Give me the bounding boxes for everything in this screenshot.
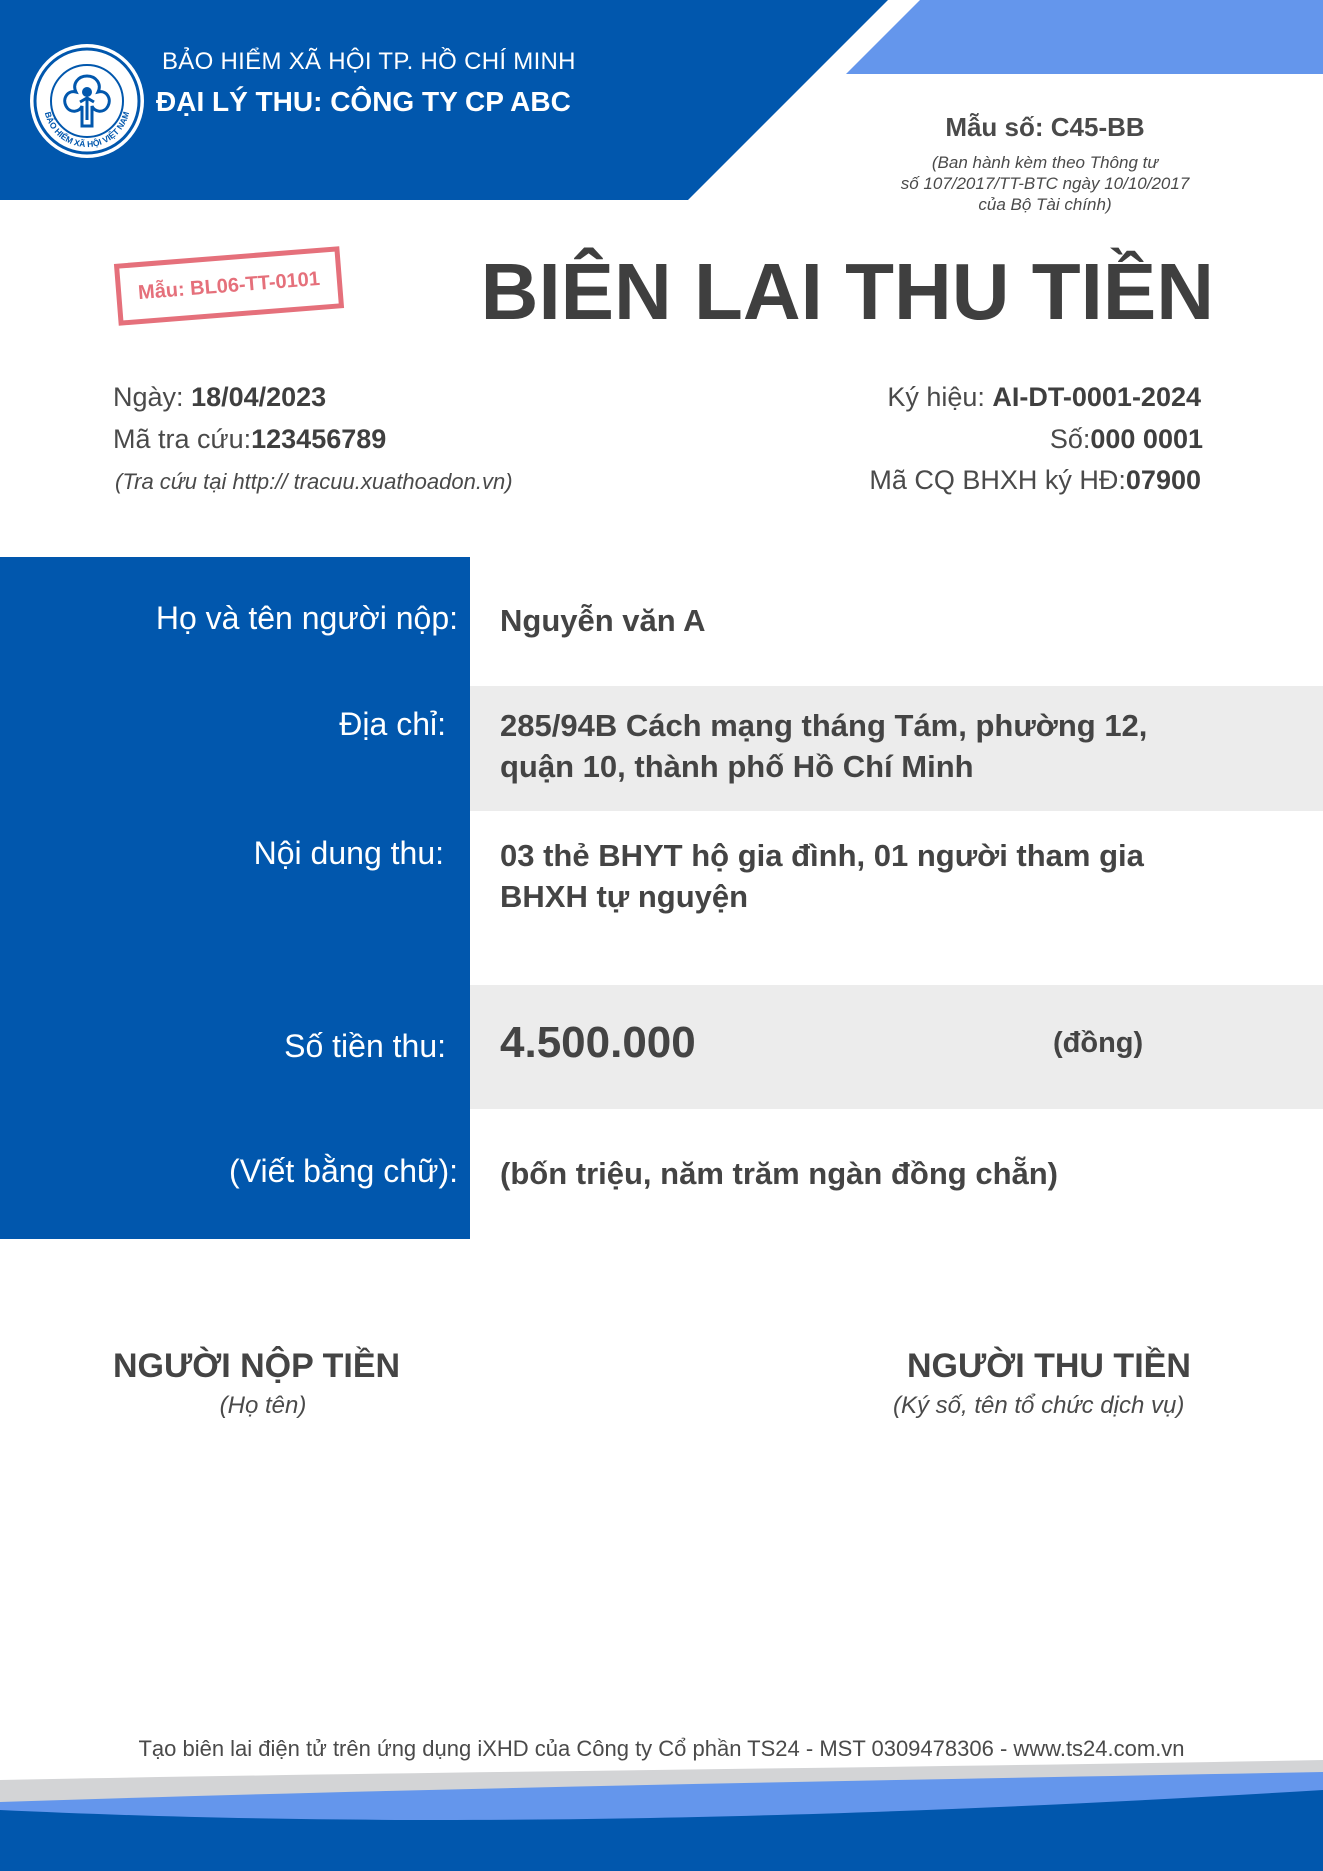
lookup-note: (Tra cứu tại http:// tracuu.xuathoadon.vn) (115, 469, 513, 494)
number-label: Số: (1049, 424, 1091, 454)
logo-text: BẢO HIỂM XÃ HỘI VIỆT NAM (42, 110, 132, 150)
header-accent-band (846, 0, 1323, 74)
footer-wave (0, 1750, 1323, 1871)
collector-signature-title: NGƯỜI THU TIỀN (907, 1347, 1191, 1385)
bhxh-logo-icon (28, 42, 146, 160)
agency-row (869, 465, 1201, 496)
payer-label: Họ và tên người nộp: (155, 600, 458, 636)
symbol-row (887, 382, 1201, 413)
payer-signature-title: NGƯỜI NỘP TIỀN (113, 1347, 401, 1385)
collector-signature-sub: (Ký số, tên tổ chức dịch vụ) (893, 1392, 1185, 1419)
lookup-value: 123456789 (251, 424, 387, 454)
footer-note: Tạo biên lai điện tử trên ứng dụng iXHD của Công ty Cổ phần TS24 - MST 0309478306 - www.ts24.com.vn (138, 1736, 1185, 1761)
date-value: 18/04/2023 (191, 382, 327, 412)
agency-value: 07900 (1125, 465, 1201, 495)
address-line: 285/94B Cách mạng tháng Tám, phường 12, (500, 708, 1148, 743)
address-value (500, 705, 1147, 787)
symbol-value: AI-DT-0001-2024 (992, 382, 1201, 412)
content-line: BHXH tự nguyện (500, 879, 749, 914)
address-line: quận 10, thành phố Hồ Chí Minh (500, 749, 974, 784)
content-value (500, 835, 1144, 917)
content-label: Nội dung thu: (253, 835, 444, 871)
form-note (870, 152, 1220, 215)
payer-value: Nguyễn văn A (500, 603, 706, 638)
date-row (113, 382, 326, 413)
address-label: Địa chỉ: (339, 706, 446, 742)
label-column (0, 557, 470, 1239)
lookup-row (113, 424, 386, 455)
number-row (1050, 424, 1203, 455)
amount-label: Số tiền thu: (284, 1028, 446, 1064)
lookup-label: Mã tra cứu: (113, 424, 252, 454)
agency-label: Mã CQ BHXH ký HĐ: (869, 465, 1126, 495)
page-title: BIÊN LAI THU TIỀN (480, 247, 1214, 336)
form-number: Mẫu số: C45-BB (945, 112, 1145, 142)
payer-signature-sub: (Họ tên) (219, 1392, 307, 1419)
org-name: BẢO HIỂM XÃ HỘI TP. HỒ CHÍ MINH (162, 48, 576, 75)
words-label: (Viết bằng chữ): (229, 1153, 458, 1189)
template-stamp: Mẫu: BL06-TT-0101 (114, 246, 344, 326)
form-note-line: (Ban hành kèm theo Thông tư (931, 153, 1159, 172)
form-note-line: của Bộ Tài chính) (978, 195, 1112, 214)
content-line: 03 thẻ BHYT hộ gia đình, 01 người tham gia (500, 838, 1144, 873)
amount-unit: (đồng) (1053, 1027, 1144, 1059)
amount-value: 4.500.000 (500, 1018, 696, 1067)
number-value: 000 0001 (1090, 424, 1203, 454)
date-label: Ngày: (113, 382, 184, 412)
words-value: (bốn triệu, năm trăm ngàn đồng chẵn) (500, 1156, 1058, 1191)
symbol-label: Ký hiệu: (887, 382, 985, 412)
agent-name: ĐẠI LÝ THU: CÔNG TY CP ABC (156, 86, 571, 117)
form-note-line: số 107/2017/TT-BTC ngày 10/10/2017 (900, 174, 1190, 193)
